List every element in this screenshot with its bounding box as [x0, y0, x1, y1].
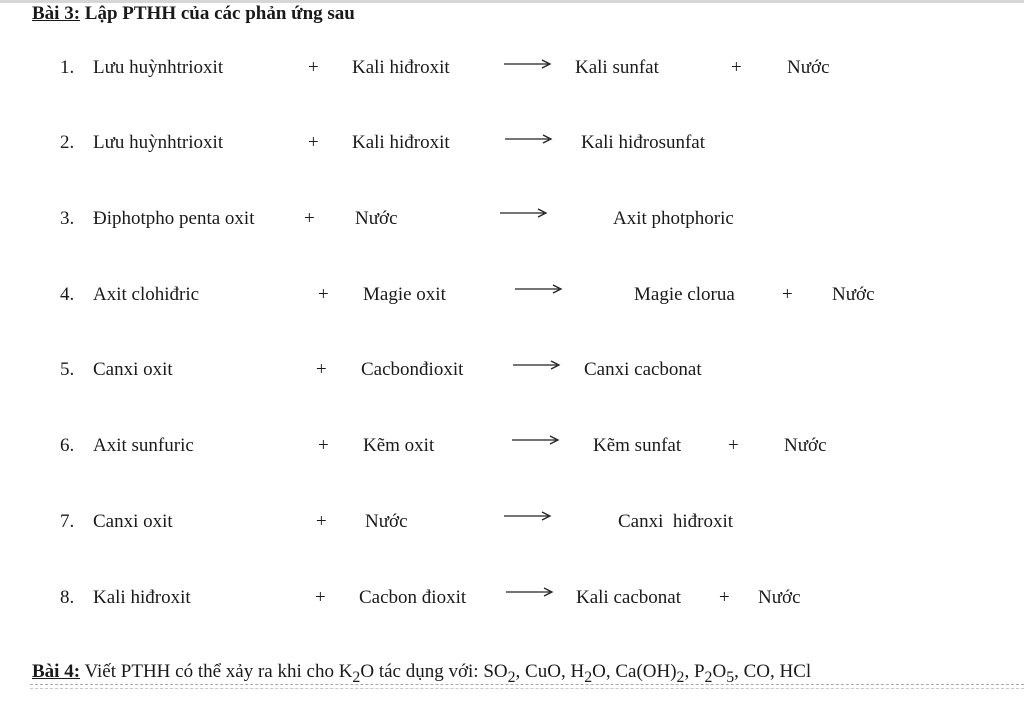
plus-sign: +: [316, 511, 327, 532]
plus-sign: +: [304, 208, 315, 229]
reactant-2: Kẽm oxit: [363, 435, 435, 456]
text-segment: O tác dụng với:: [360, 661, 484, 682]
product-2: Nước: [784, 435, 827, 456]
product-1: Kali cacbonat: [576, 587, 681, 608]
reactant-2: Kali hiđroxit: [352, 57, 450, 78]
plus-sign: +: [318, 435, 329, 456]
reactant-2: Nước: [365, 511, 408, 532]
reaction-arrow-icon: [506, 586, 556, 598]
subscript: 2: [507, 668, 516, 686]
product-1: Kẽm sunfat: [593, 435, 682, 456]
reaction-number: 8.: [60, 587, 75, 608]
plus-sign: +: [731, 57, 742, 78]
formula-caoh2: Ca(OH): [615, 661, 677, 682]
exercise-3-label: Bài 3:: [32, 3, 81, 24]
reaction-arrow-icon: [500, 207, 550, 219]
exercise-3-instruction: Lập PTHH của các phản ứng sau: [84, 3, 355, 24]
reaction-number: 1.: [60, 57, 75, 78]
exercise-3-heading: [32, 3, 355, 25]
product-1: Canxi hiđroxit: [618, 511, 734, 532]
reaction-arrow-icon: [504, 58, 554, 70]
reactant-2: Cacbonđioxit: [361, 359, 464, 380]
formula-cuo: , CuO,: [515, 661, 571, 682]
reactant-1: Canxi oxit: [93, 359, 173, 380]
reaction-arrow-icon: [504, 510, 554, 522]
reaction-number: 3.: [60, 208, 75, 229]
plus-sign: +: [315, 587, 326, 608]
reaction-number: 2.: [60, 132, 75, 153]
product-1: Canxi cacbonat: [584, 359, 702, 380]
reaction-number: 6.: [60, 435, 75, 456]
plus-sign: +: [719, 587, 730, 608]
exercise-4-text: [84, 661, 812, 686]
product-1: Magie clorua: [634, 284, 735, 305]
formula-p2o5-o: O: [712, 661, 727, 682]
text-segment: Viết PTHH có thể xảy ra khi cho K: [84, 661, 353, 682]
subscript: 2: [704, 668, 713, 686]
product-1: Axit photphoric: [613, 208, 734, 229]
reactant-1: Axit sunfuric: [93, 435, 194, 456]
exercise-4-label: Bài 4:: [32, 661, 81, 682]
exercise-4-line: [32, 661, 811, 687]
reactant-1: Điphotpho penta oxit: [93, 208, 255, 229]
reactant-1: Axit clohiđric: [93, 284, 200, 305]
reactant-1: Canxi oxit: [93, 511, 173, 532]
reactant-2: Kali hiđroxit: [352, 132, 450, 153]
subscript: 5: [726, 668, 735, 686]
reaction-number: 7.: [60, 511, 75, 532]
reaction-arrow-icon: [513, 359, 563, 371]
formula-p2o5: P: [693, 661, 705, 682]
product-1: Kali hiđrosunfat: [581, 132, 706, 153]
reaction-number: 5.: [60, 359, 75, 380]
reactant-1: Lưu huỳnhtrioxit: [93, 132, 224, 153]
reactant-1: Kali hiđroxit: [93, 587, 191, 608]
product-1: Kali sunfat: [575, 57, 659, 78]
text-segment: , CO, HCl: [734, 661, 812, 682]
reactant-2: Magie oxit: [363, 284, 446, 305]
subscript: 2: [584, 668, 593, 686]
plus-sign: +: [318, 284, 329, 305]
reaction-arrow-icon: [512, 434, 562, 446]
reactant-2: Cacbon đioxit: [359, 587, 467, 608]
product-2: Nước: [832, 284, 875, 305]
reactant-1: Lưu huỳnhtrioxit: [93, 57, 224, 78]
reaction-arrow-icon: [505, 133, 555, 145]
reactant-2: Nước: [355, 208, 398, 229]
plus-sign: +: [308, 57, 319, 78]
product-2: Nước: [787, 57, 830, 78]
dotted-divider: [30, 684, 1024, 685]
plus-sign: +: [782, 284, 793, 305]
plus-sign: +: [308, 132, 319, 153]
plus-sign: +: [316, 359, 327, 380]
text-segment: O,: [592, 661, 616, 682]
formula-so2: SO: [483, 661, 508, 682]
formula-h2o: H: [570, 661, 585, 682]
reaction-number: 4.: [60, 284, 75, 305]
text-segment: ,: [684, 661, 694, 682]
product-2: Nước: [758, 587, 801, 608]
reaction-arrow-icon: [515, 283, 565, 295]
dotted-divider: [30, 688, 1024, 689]
subscript: 2: [676, 668, 685, 686]
subscript: 2: [352, 668, 361, 686]
plus-sign: +: [728, 435, 739, 456]
